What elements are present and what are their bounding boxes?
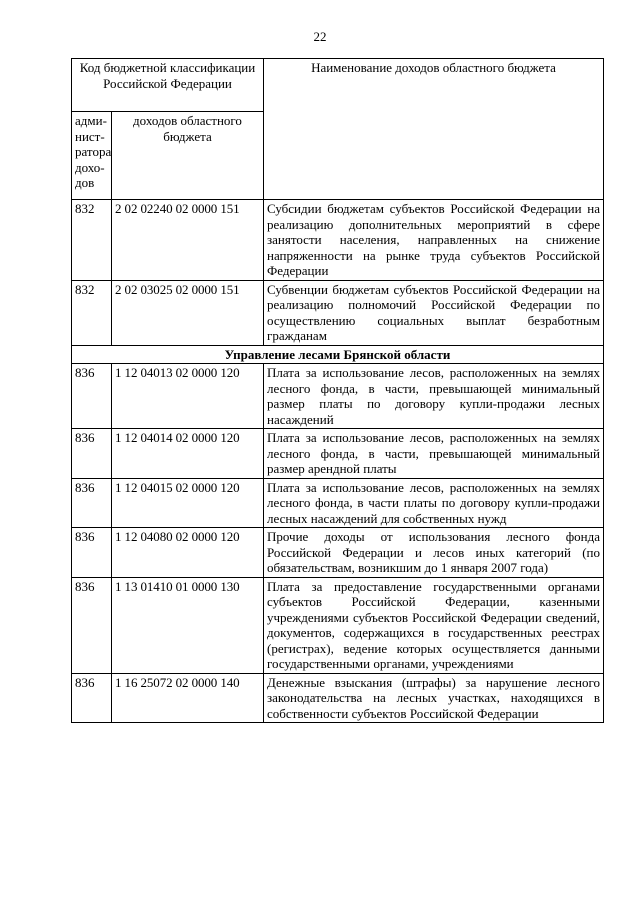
- income-name: Плата за использование лесов, расположенных на землях лесного фонда, в части платы по договору купли-продажи лесных насаждений для собственных нужд: [264, 478, 604, 528]
- admin-code: 832: [72, 280, 112, 345]
- table-row: [72, 364, 604, 429]
- admin-code: 836: [72, 577, 112, 673]
- income-code: 1 12 04080 02 0000 120: [112, 528, 264, 578]
- income-code: 1 13 01410 01 0000 130: [112, 577, 264, 673]
- income-name: Прочие доходы от использования лесного фонда Российской Федерации и лесов иных категорий (по обязательствам, возникшим до 1 января 2007 года): [264, 528, 604, 578]
- section-title: Управление лесами Брянской области: [72, 345, 604, 364]
- table-row: [72, 577, 604, 673]
- income-code: 1 12 04015 02 0000 120: [112, 478, 264, 528]
- income-name: Плата за предоставление государственными органами субъектов Российской Федерации, казенными учреждениями субъектов Российской Федерации сведений, документов, содержащихся в государственных реестрах (регистрах), ведение которых осуществляется данными государственными органами, учреждениями: [264, 577, 604, 673]
- table-row: [72, 200, 604, 281]
- header-name: Наименование доходов областного бюджета: [264, 59, 604, 200]
- header-income: доходов областного бюджета: [112, 112, 264, 200]
- admin-code: 836: [72, 364, 112, 429]
- admin-code: 836: [72, 528, 112, 578]
- income-code: 1 12 04014 02 0000 120: [112, 429, 264, 479]
- table-row: [72, 429, 604, 479]
- admin-code: 836: [72, 429, 112, 479]
- table-row: [72, 478, 604, 528]
- table-row: [72, 673, 604, 723]
- income-name: Субсидии бюджетам субъектов Российской Федерации на реализацию дополнительных мероприятий в сфере занятости населения, направленных на снижение напряженности на рынке труда субъектов Российской Федерации: [264, 200, 604, 281]
- page-number: 22: [313, 29, 327, 44]
- table-row: [72, 280, 604, 345]
- table-row: [72, 528, 604, 578]
- admin-code: 836: [72, 478, 112, 528]
- admin-code: 832: [72, 200, 112, 281]
- income-name: Субвенции бюджетам субъектов Российской Федерации на реализацию полномочий Российской Федерации по осуществлению социальных выплат безработным гражданам: [264, 280, 604, 345]
- section-row: [72, 345, 604, 364]
- income-name: Плата за использование лесов, расположенных на землях лесного фонда, в части, превышающей минимальный размер платы по договору купли-продажи лесных насаждений: [264, 364, 604, 429]
- budget-income-table: [71, 58, 604, 723]
- admin-code: 836: [72, 673, 112, 723]
- table-header-row: [72, 59, 604, 112]
- header-administrator: адми-нист-ратора дохо-дов: [72, 112, 112, 200]
- income-code: 1 12 04013 02 0000 120: [112, 364, 264, 429]
- income-code: 1 16 25072 02 0000 140: [112, 673, 264, 723]
- header-budget-code: Код бюджетной классификации Российской Федерации: [72, 59, 264, 112]
- income-code: 2 02 02240 02 0000 151: [112, 200, 264, 281]
- income-name: Денежные взыскания (штрафы) за нарушение лесного законодательства на лесных участках, находящихся в собственности субъектов Российской Федерации: [264, 673, 604, 723]
- income-name: Плата за использование лесов, расположенных на землях лесного фонда, в части, превышающей минимальный размер арендной платы: [264, 429, 604, 479]
- income-code: 2 02 03025 02 0000 151: [112, 280, 264, 345]
